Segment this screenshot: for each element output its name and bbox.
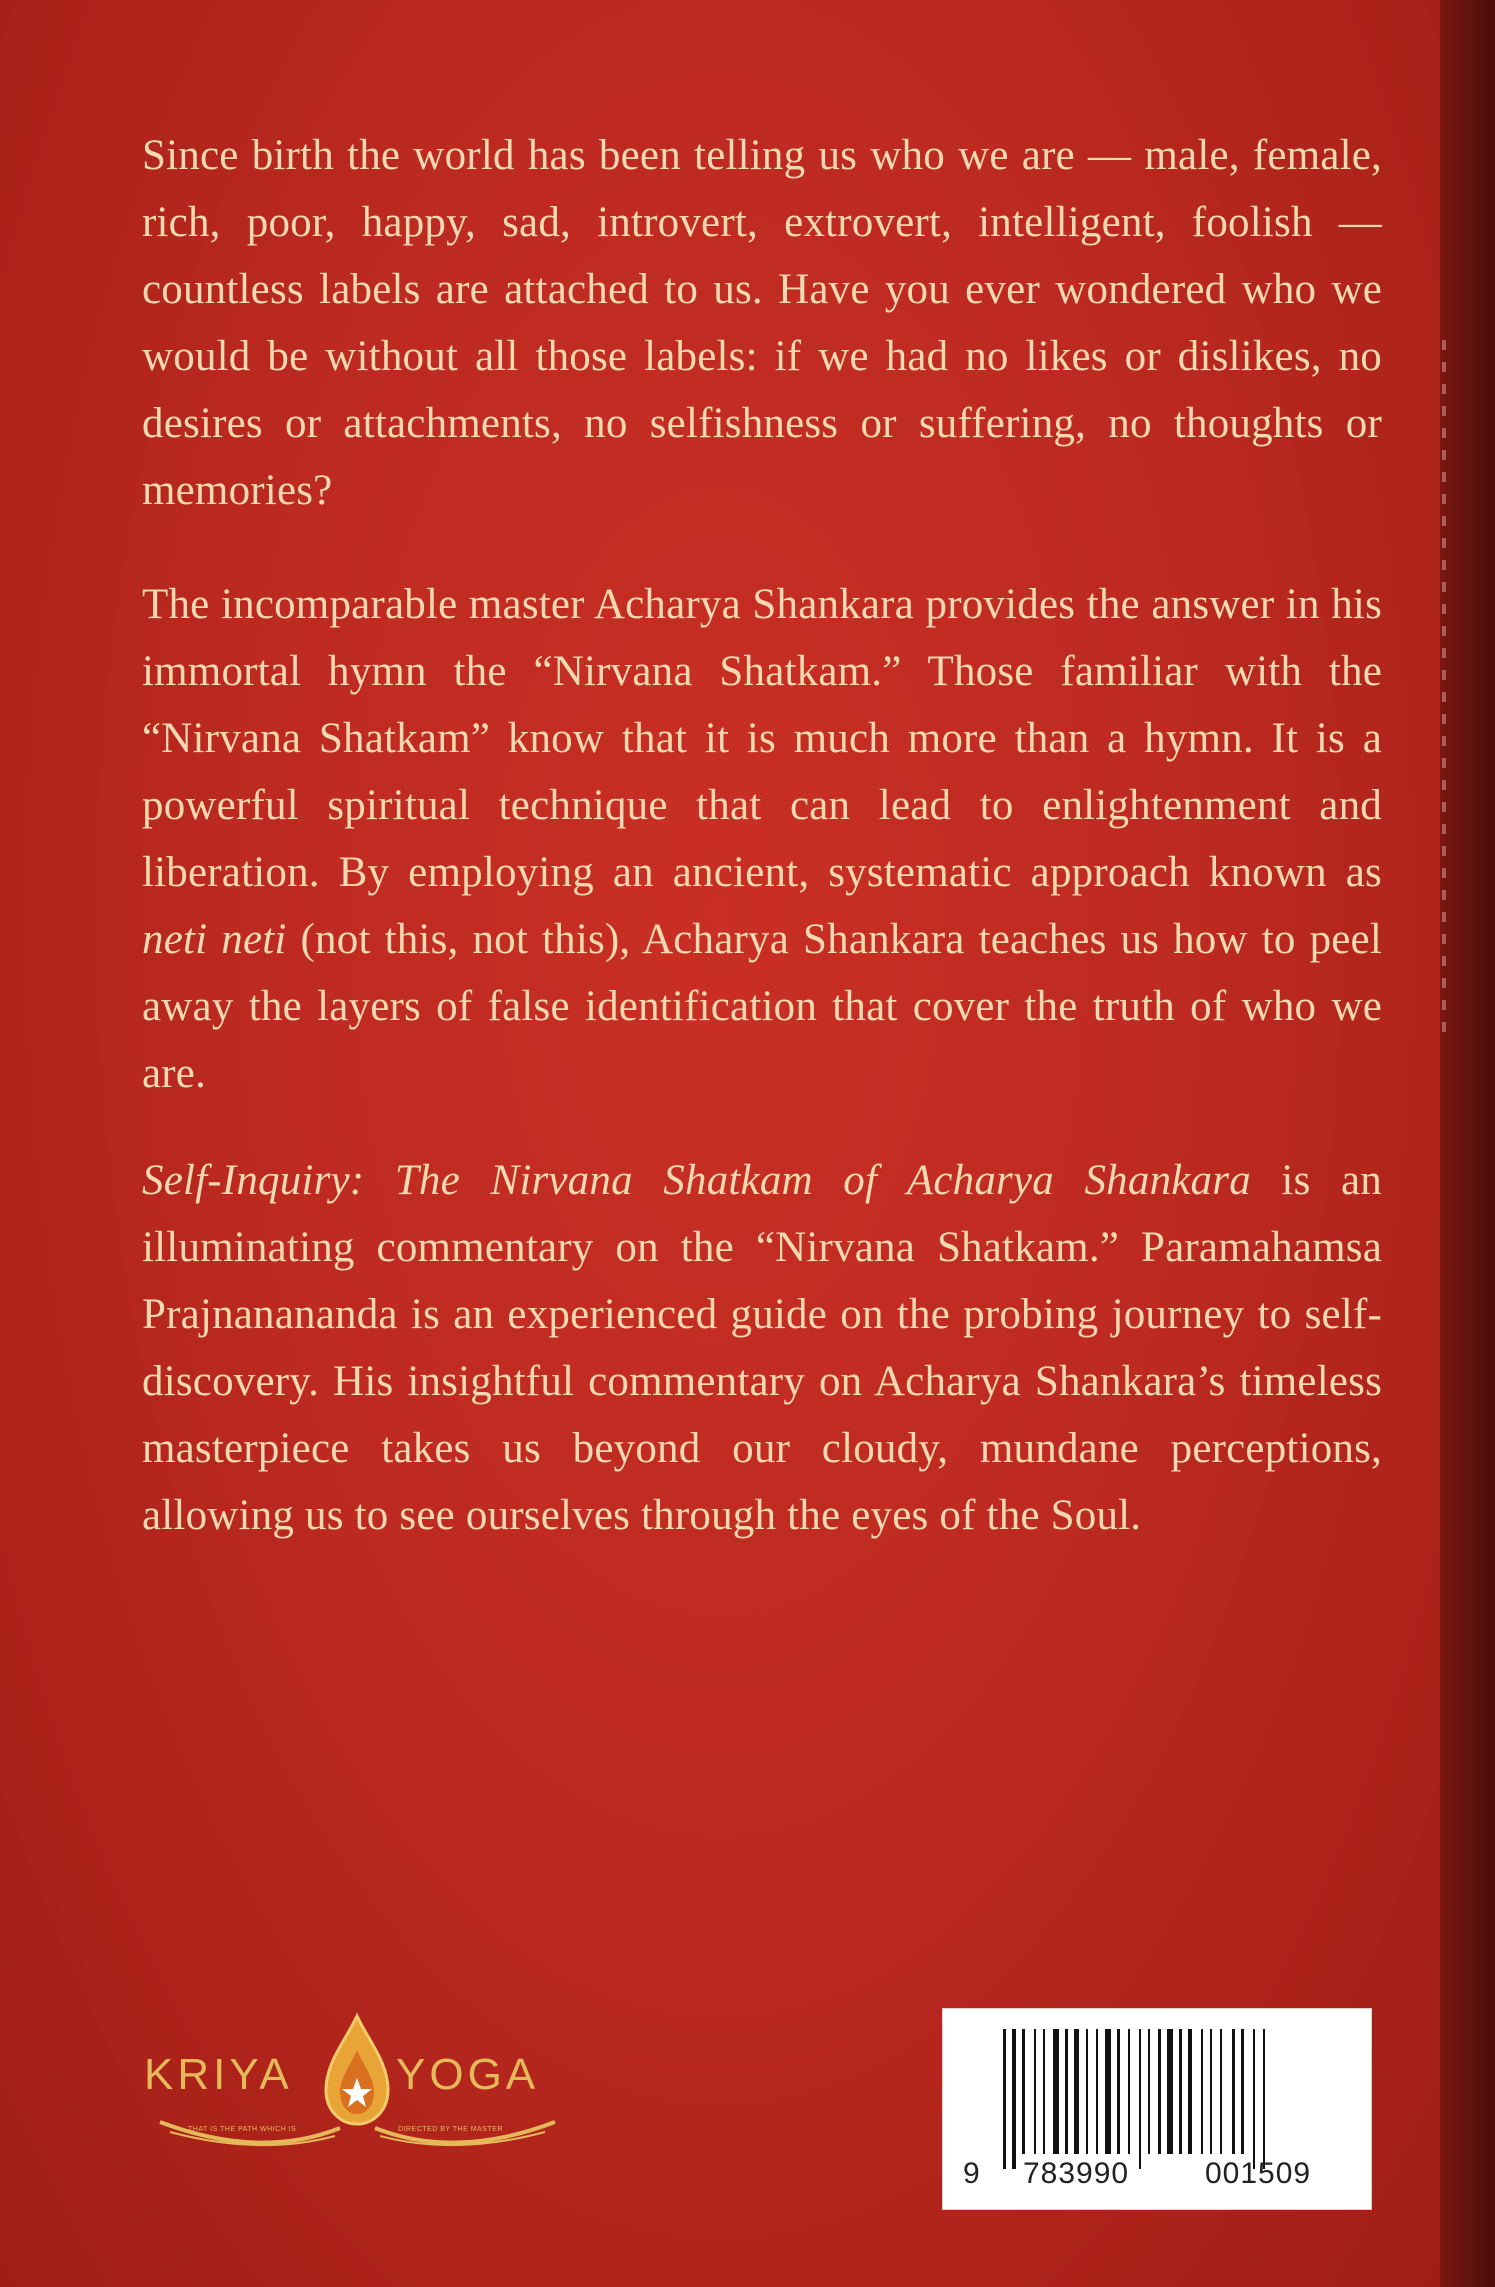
- barcode-bar: [1034, 2029, 1036, 2154]
- paragraph-2-text-a: The incomparable master Acharya Shankara provides the answer in his immortal hymn the “Nirvana Shatkam.” Those familiar with the “Nirvana Shatkam” know that it is much more than a hymn. It is a powerful spiritual technique that can lead to enlightenment and liberation. By employing an ancient, systematic approach known as: [142, 581, 1382, 896]
- book-spine-edge: [1440, 0, 1495, 2287]
- barcode-bar: [1022, 2029, 1025, 2154]
- barcode-lead-digit: 9: [963, 2157, 981, 2190]
- paragraph-3-text: is an illuminating commentary on the “Nirvana Shatkam.” Paramahamsa Prajnanananda is an experienced guide on the probing journey to self-discovery. His insightful commentary on Acharya Shankara’s timeless masterpiece takes us beyond our cloudy, mundane perceptions, allowing us to see ourselves through the eyes of the Soul.: [142, 1157, 1383, 1539]
- barcode-bar: [1201, 2029, 1203, 2154]
- isbn-barcode: [942, 2008, 1372, 2210]
- barcode-bar: [1096, 2029, 1098, 2154]
- paragraph-3: [142, 1147, 1382, 1549]
- barcode-bar: [1043, 2029, 1045, 2154]
- barcode-bar: [1158, 2029, 1161, 2154]
- paragraph-1: Since birth the world has been telling us who we are — male, female, rich, poor, happy, sad, introvert, extrovert, intelligent, foolish — countless labels are attached to us. Have you ever wondered who we would be without all those labels: if we had no likes or dislikes, no desires or attachments, no selfishness or suffering, no thoughts or memories?: [142, 132, 1382, 514]
- barcode-bar: [1179, 2029, 1182, 2154]
- logo-word-kriya: KRIYA: [144, 2050, 293, 2099]
- barcode-bar: [1065, 2029, 1068, 2154]
- kriya-yoga-logo: [140, 2010, 570, 2160]
- barcode-bar: [1253, 2029, 1255, 2169]
- paragraph-2-text-b: (not this, not this), Acharya Shankara teaches us how to peel away the layers of false identification that cover the truth of who we are.: [142, 916, 1382, 1097]
- barcode-right-digits: 001509: [1205, 2157, 1312, 2190]
- logo-word-yoga: YOGA: [396, 2050, 540, 2099]
- barcode-bar: [1241, 2029, 1244, 2154]
- barcode-bar: [1003, 2029, 1006, 2169]
- barcode-left-digits: 783990: [1023, 2157, 1130, 2190]
- barcode-bar: [1167, 2029, 1173, 2154]
- paragraph-2: [142, 571, 1382, 1107]
- barcode-bar: [1074, 2029, 1079, 2154]
- logo-tagline-right: DIRECTED BY THE MASTER: [398, 2126, 503, 2133]
- barcode-bar: [1210, 2029, 1212, 2154]
- barcode-bar: [1086, 2029, 1088, 2154]
- barcode-bar: [1128, 2029, 1130, 2154]
- barcode-bar: [1232, 2029, 1235, 2154]
- logo-tagline-left: THAT IS THE PATH WHICH IS: [188, 2126, 297, 2133]
- book-title-italic: Self-Inquiry: The Nirvana Shatkam of Acharya Shankara: [142, 1157, 1251, 1204]
- paragraph-2-italic: neti neti: [142, 916, 287, 963]
- barcode-bar: [1012, 2029, 1016, 2169]
- barcode-bar: [1139, 2029, 1141, 2169]
- barcode-bar: [1188, 2029, 1192, 2154]
- barcode-bar: [1148, 2029, 1150, 2154]
- barcode-bar: [1117, 2029, 1120, 2154]
- barcode-bar: [1263, 2029, 1265, 2169]
- barcode-bar: [1053, 2029, 1059, 2154]
- spine-highlight: [1442, 340, 1446, 1040]
- barcode-bar: [1220, 2029, 1222, 2154]
- barcode-bar: [1105, 2029, 1111, 2154]
